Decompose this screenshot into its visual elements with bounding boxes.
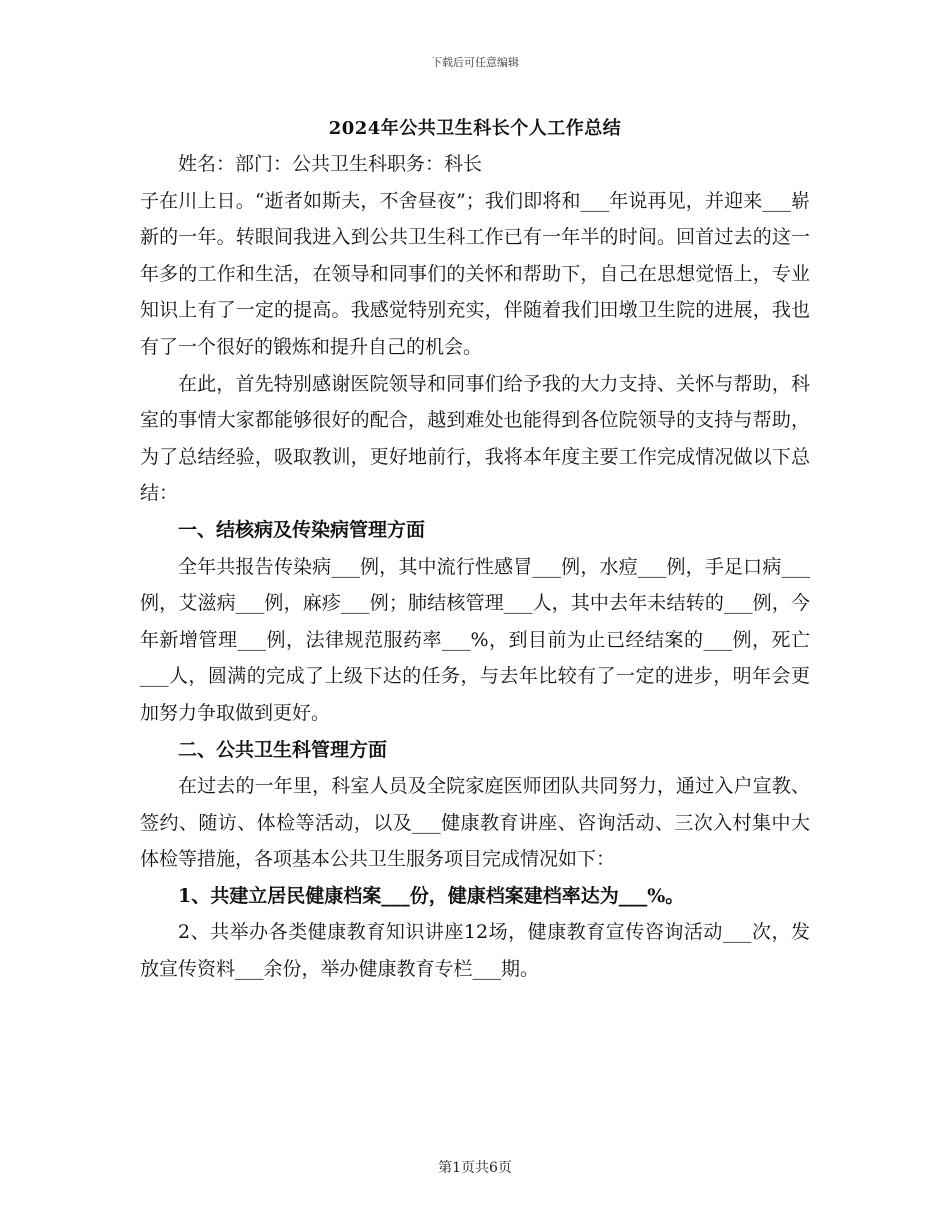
section2-item2: 2、共举办各类健康教育知识讲座12场，健康教育宣传咨询活动___次，发放宣传资料___余份，举办健康教育专栏___期。 [140,921,810,981]
section2-body: 在过去的一年里，科室人员及全院家庭医师团队共同努力，通过入户宣教、签约、随访、体检等活动，以及___健康教育讲座、咨询活动、三次入村集中大体检等措施，各项基本公共卫生服务项目完成情况如下： [140,775,810,871]
document-title: 2024年公共卫生科长个人工作总结 [328,118,622,139]
page-header: 下载后可任意编辑 [431,56,519,69]
section2-heading: 二、公共卫生科管理方面 [178,738,388,761]
page-footer: 第1页共6页 [438,1160,512,1176]
section1-body: 全年共报告传染病___例，其中流行性感冒___例，水痘___例，手足口病___例，艾滋病___例，麻疹___例；肺结核管理___人，其中去年未结转的___例，今年新增管理___例，法律规范服药率___%，到目前为止已经结案的___例，死亡___人，圆满的完成了上级下达的任务，与去年比较有了一定的进步，明年会更加努力争取做到更好。 [140,555,810,724]
intro-paragraph: 子在川上日。“逝者如斯夫，不舍昼夜”；我们即将和___年说再见，并迎来___崭新的一年。转眼间我进入到公共卫生科工作已有一年半的时间。回首过去的这一年多的工作和生活，在领导和同事们的关怀和帮助下，自己在思想觉悟上，专业知识上有了一定的提高。我感觉特别充实，伴随着我们田墩卫生院的进展，我也有了一个很好的锻炼和提升自己的机会。 [140,189,810,358]
thanks-paragraph: 在此，首先特别感谢医院领导和同事们给予我的大力支持、关怀与帮助，科室的事情大家都能够很好的配合，越到难处也能得到各位院领导的支持与帮助，为了总结经验，吸取教训，更好地前行，我将本年度主要工作完成情况做以下总结： [140,372,810,505]
section2-item1: 1、共建立居民健康档案___份，健康档案建档率达为___%。 [178,884,685,907]
document-body [140,146,810,988]
author-meta: 姓名：部门：公共卫生科职务：科长 [178,153,483,175]
section1-heading: 一、结核病及传染病管理方面 [178,518,426,541]
